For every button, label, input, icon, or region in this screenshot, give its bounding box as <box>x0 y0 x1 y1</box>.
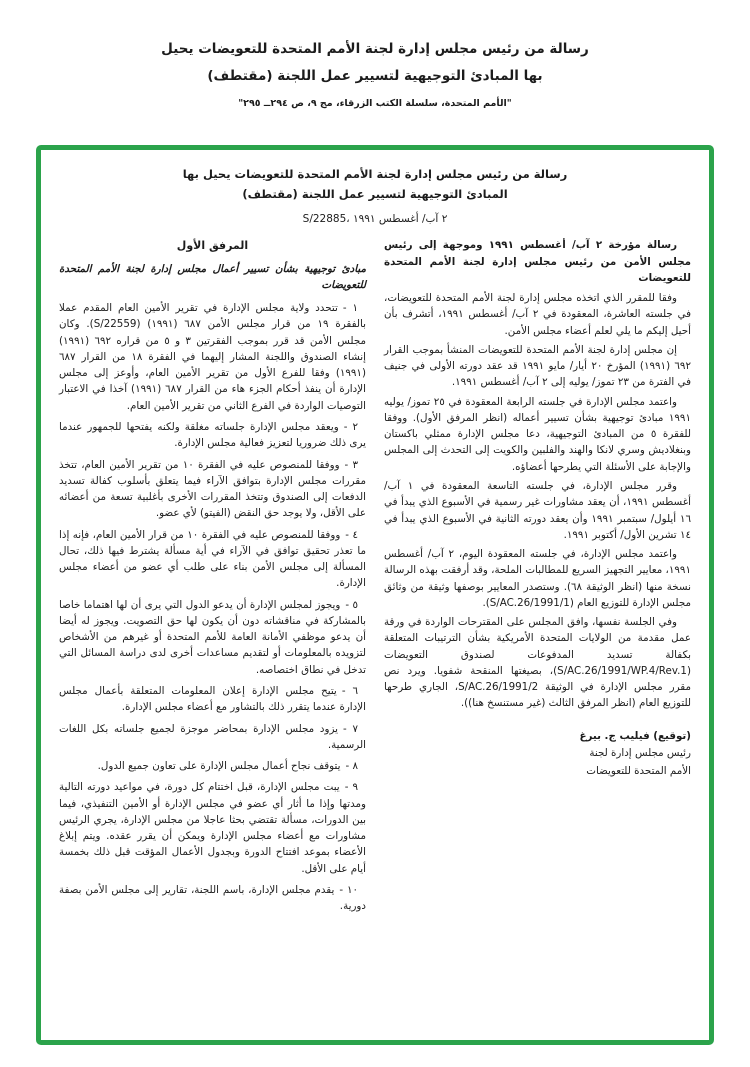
annex-item-text: ووفقا للمنصوص عليه في الفقرة ١٠ من قرار الأمين العام، فإنه إذا ما تعذر تحقيق توافق في الآراء في أية مسألة يشترط فيها ذلك، تحال المسألة إلى مجلس الأمن بناء على طلب أي عضو من أعضاء مجلس الإدارة. <box>59 528 366 590</box>
document-title <box>59 164 691 204</box>
annex-item-text: ويجوز لمجلس الإدارة أن يدعو الدول التي يرى أن لها اهتماما خاصا بالمشاركة في مناقشاته دون أن يكون لها حق التصويت. ويجوز له أيضا أن يدعو موظفي الأمانة العامة للأمم المتحدة أو غيرهم من الأشخاص لتزويده بالمعلومات أو لتقديم مساعدات أخرى لدى دراسة المسائل التي تدخل في نطاق اختصاصه. <box>59 598 366 676</box>
annex-item-number: ٦ - <box>341 685 358 697</box>
annex-item-number: ٥ - <box>345 598 358 611</box>
document-reference: S/22885، ٢ آب/ أغسطس ١٩٩١ <box>302 213 448 226</box>
annex-item-number: ١ - <box>342 302 358 315</box>
document-columns <box>59 237 691 919</box>
source-citation: "الأمم المتحدة، سلسلة الكتب الزرقاء، مج ٩، ص ٢٩٤ــ ٢٩٥" <box>238 98 512 109</box>
letter-column <box>384 237 691 780</box>
annex-title: المرفق الأول <box>176 239 249 253</box>
letter-paragraph: وفي الجلسة نفسها، وافق المجلس على المقترحات الواردة في ورقة عمل مقدمة من الولايات المتحدة الأمريكية بشأن الترتيبات المتعلقة بكفالة تسديد المدفوعات لصندوق التعويضات (S/AC.26/1991/WP.4/Rev.1)، بصيغتها المنقحة شفويا. ويرد نص مقرر مجلس الإدارة في الوثيقة S/AC.26/1991/2، الجاري طرحها للتوزيع العام (انظر المرفق الثالث (غير مستنسخ هنا)). <box>384 616 691 710</box>
annex-item <box>59 300 366 414</box>
annex-item-text: يبت مجلس الإدارة، قبل اختتام كل دورة، في مواعيد دورته التالية ومدتها وإذا ما أثار أي عضو في مجلس الإدارة أو الأمين التنفيذي، فيما بين الدورات، مسألة تقتضي بحثا عاجلا من مجلس الإدارة، يجري الرئيس مشاورات مع أعضاء مجلس الإدارة ويمكن أن يقرر عقده. ويتم إبلاغ الأعضاء بموعد افتتاح الدورة وبجدول الأعمال المؤقت قبل ذلك بخمسة أيام على الأقل. <box>59 781 366 875</box>
document-frame <box>36 145 714 1045</box>
annex-item-number: ٩ - <box>344 781 358 794</box>
letter-paragraph: وقرر مجلس الإدارة، في جلسته التاسعة المعقودة في ١ آب/ أغسطس ١٩٩١، أن يعقد مشاورات غير رسمية في الأسبوع الذي يبدأ في ١٦ أيلول/ سبتمبر ١٩٩١ وأن يعقد دورته الثانية في الأسبوع الذي يبدأ في ١٤ تشرين الأول/ أكتوبر ١٩٩١. <box>384 479 691 541</box>
annex-item <box>59 882 366 915</box>
letter-lead-paragraph: رسالة مؤرخة ٢ آب/ أغسطس ١٩٩١ وموجهة إلى رئيس مجلس الأمن من رئيس مجلس إدارة لجنة الأمم المتحدة للتعويضات <box>384 239 691 284</box>
page-title-line-2: بها المبادئ التوجيهية لتسيير عمل اللجنة (مقتطف) <box>207 68 543 84</box>
document-title-line-2: المبادئ التوجيهية لتسيير عمل اللجنة (مقتطف) <box>242 187 508 202</box>
letter-paragraph: إن مجلس إدارة لجنة الأمم المتحدة للتعويضات المنشأ بموجب القرار ٦٩٢ (١٩٩١) المؤرخ ٢٠ أيار/ مايو ١٩٩١ قد عقد دورته الأولى في جنيف في الفترة من ٢٣ تموز/ يوليه إلى ٢ آب/ أغسطس ١٩٩١. <box>384 343 691 389</box>
page-title-line-1: رسالة من رئيس مجلس إدارة لجنة الأمم المتحدة للتعويضات يحيل <box>161 41 589 57</box>
annex-item <box>59 527 366 592</box>
document-title-line-1: رسالة من رئيس مجلس إدارة لجنة الأمم المتحدة للتعويضات يحيل بها <box>182 167 568 181</box>
letter-paragraph: واعتمد مجلس الإدارة، في جلسته المعقودة اليوم، ٢ آب/ أغسطس ١٩٩١، معايير التجهيز السريع للمطالبات الملحة، وقد أرفقت بهذه الرسالة نسخة منها (انظر الوثيقة ٦٨). وستصدر المعايير بوصفها وثيقة من وثائق مجلس الإدارة للتوزيع العام (S/AC.26/1991/1). <box>384 548 691 609</box>
annex-item <box>59 457 366 522</box>
annex-item <box>59 597 366 678</box>
annex-item <box>59 758 366 774</box>
annex-item-text: ووفقا للمنصوص عليه في الفقرة ١٠ من تقرير الأمين العام، تتخذ مقررات مجلس الإدارة بتوافق الآراء فيما يتعلق بأسلوب كفالة تسديد الدفعات إلى الصندوق وتتخذ المقررات الأخرى بأغلبية تسعة من أعضائه على الأقل، ولا يوجد حق النقض (الفيتو) لأي عضو. <box>59 458 366 520</box>
annex-item-number: ٨ - <box>345 760 358 773</box>
annex-item <box>59 779 366 877</box>
signature-title-line-1: رئيس مجلس إدارة لجنة <box>589 747 691 760</box>
annex-item-number: ٧ - <box>343 722 358 735</box>
annex-item <box>59 419 366 452</box>
annex-item-text: ويعقد مجلس الإدارة جلساته مغلقة ولكنه يفتحها للجمهور عندما يرى ذلك ضروريا لتعزيز فعالية مجلس الإدارة. <box>59 421 366 450</box>
annex-column <box>59 237 366 919</box>
signature-name: (توقيع) فيليب ج. بيرغ <box>579 729 691 742</box>
page-header <box>0 0 750 109</box>
signature-title-line-2: الأمم المتحدة للتعويضات <box>586 764 691 777</box>
letter-paragraph: وفقا للمقرر الذي اتخذه مجلس إدارة لجنة الأمم المتحدة للتعويضات، في جلسته العاشرة، المعقودة في ٢ آب/ أغسطس ١٩٩١، أتشرف بأن أحيل إليكم ما يلي لعلم أعضاء مجلس الأمن. <box>384 292 691 337</box>
annex-item-text: تتحدد ولاية مجلس الإدارة في تقرير الأمين العام المقدم عملا بالفقرة ١٩ من قرار مجلس الأمن ٦٨٧ (١٩٩١) (S/22559). وكان مجلس الأمن قد قرر بموجب الفقرتين ٣ و ٥ من قراره ٦٩٢ (١٩٩١) إنشاء الصندوق واللجنة المشار إليهما في الفقرة ١٨ من القرار ٦٨٧ (١٩٩١) وفقا للفرع الأول من تقرير الأمين العام، وأوعز إلى مجلس الإدارة أن ينفذ أحكام الجزء هاء من القرار ٦٨٧ (١٩٩١) آخذا في الاعتبار التوصيات الواردة في الفرع الثاني من تقرير الأمين العام. <box>59 302 366 412</box>
annex-item-text: يتوقف نجاح أعمال مجلس الإدارة على تعاون جميع الدول. <box>97 760 341 773</box>
annex-item-text: يقدم مجلس الإدارة، باسم اللجنة، تقارير إلى مجلس الأمن بصفة دورية. <box>59 883 366 913</box>
annex-item-text: يتيح مجلس الإدارة إعلان المعلومات المتعلقة بأعمال مجلس الإدارة عندما يتقرر ذلك بالتشاور مع أعضاء مجلس الإدارة. <box>59 685 366 714</box>
letter-paragraph: واعتمد مجلس الإدارة في جلسته الرابعة المعقودة في ٢٥ تموز/ يوليه ١٩٩١ مبادئ توجيهية بشأن تسيير أعماله (انظر المرفق الأول). ووفقا للفقرة ٥ من المبادئ التوجيهية، دعا مجلس الإدارة ممثلي باكستان وبنغلاديش وسري لانكا والهند والفلبين والكويت إلى التحدث إلى المجلس والإجابة على الأسئلة التي يطرحها أعضاؤه. <box>384 395 691 473</box>
annex-item <box>59 683 366 716</box>
annex-item-number: ٤ - <box>345 528 358 541</box>
annex-item-number: ٢ - <box>343 421 358 434</box>
annex-item <box>59 721 366 754</box>
annex-item-text: يزود مجلس الإدارة بمحاضر موجزة لجميع جلساته بكل اللغات الرسمية. <box>59 722 366 751</box>
annex-item-number: ٣ - <box>344 458 359 471</box>
annex-item-number: ١٠ - <box>339 883 358 896</box>
signature-block <box>384 728 691 781</box>
annex-subtitle: مبادئ توجيهية بشأن تسيير أعمال مجلس إدارة لجنة الأمم المتحدة للتعويضات <box>59 262 366 291</box>
